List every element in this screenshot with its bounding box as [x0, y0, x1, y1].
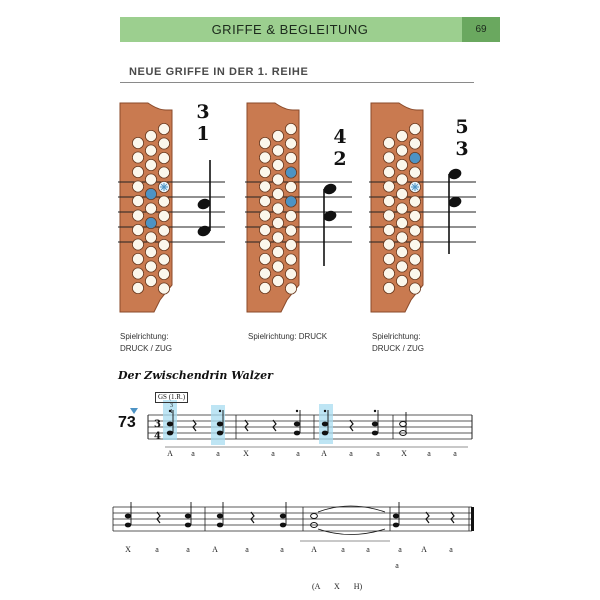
staff2-chord-notehead [217, 523, 223, 528]
grip-2-button [259, 268, 270, 279]
grip-1-button [158, 123, 169, 134]
grip-1-button [132, 268, 143, 279]
grip-2-active-button [285, 196, 296, 207]
staff1-chord-notehead [294, 431, 300, 436]
bass-letter-row2-11: A [421, 545, 427, 554]
grip-3-button [409, 123, 420, 134]
grip-3-button [396, 275, 407, 286]
time-signature-bottom: 4 [154, 431, 161, 442]
grip-2-top-number: 4 [333, 126, 347, 148]
grip-3-button [396, 203, 407, 214]
grip-1-button [158, 167, 169, 178]
grip-3-button [409, 254, 420, 265]
header-title: GRIFFE & BEGLEITUNG [211, 22, 369, 37]
bass-letter-row2-7: A [311, 545, 317, 554]
bass-letter-row2-10: a [398, 545, 402, 554]
grip-1-button [158, 225, 169, 236]
grip-3-button [396, 130, 407, 141]
grip-3-button [396, 188, 407, 199]
staff1-rest-4 [350, 420, 353, 431]
grip-1-button [158, 196, 169, 207]
grip-3-button [383, 166, 394, 177]
grip-1-button [132, 282, 143, 293]
staff2-chord-notehead [393, 514, 399, 519]
staff1-chord-notehead [372, 431, 378, 436]
grip-1-button [158, 239, 169, 250]
grip-2-button [259, 137, 270, 148]
grip-2-button [285, 210, 296, 221]
grip-1-button [145, 203, 156, 214]
bass-letter-row1-5: a [271, 449, 275, 458]
grip-2-button [285, 138, 296, 149]
grip-1-button [132, 195, 143, 206]
grip-1-button [145, 261, 156, 272]
grip-2-button [285, 181, 296, 192]
staff1-chord-notehead [217, 431, 223, 436]
grip-3-button [383, 137, 394, 148]
staff1-staccato [219, 410, 221, 412]
section-title: NEUE GRIFFE IN DER 1. REIHE [129, 66, 309, 78]
grip-1-caption [120, 331, 172, 355]
bass-letter-row1-6: a [296, 449, 300, 458]
staff1-chord-notehead [322, 431, 328, 436]
grip-1-button [145, 174, 156, 185]
bass-extra: a [395, 561, 399, 570]
bass-letter-row2-6: a [280, 545, 284, 554]
fingering-top: 3 [170, 403, 173, 409]
staff2-chord-notehead [280, 523, 286, 528]
staff1-staccato [324, 410, 326, 412]
grip-2-button [259, 239, 270, 250]
grip-3-button [383, 268, 394, 279]
grip-2-button [285, 254, 296, 265]
grip-3-caption [372, 331, 424, 355]
grip-3-top-number: 5 [455, 116, 469, 138]
grip-3-button [409, 239, 420, 250]
grip-3-button [383, 181, 394, 192]
grip-1-button [158, 152, 169, 163]
bass-letter-row2-1: X [125, 545, 131, 554]
grip-3-button [383, 253, 394, 264]
bass-letter-row1-4: X [243, 449, 249, 458]
grip-2-button [259, 181, 270, 192]
grip-2-button [272, 188, 283, 199]
grip-3-button [396, 159, 407, 170]
staff1-chord-notehead [217, 422, 223, 427]
grip-2-button [285, 152, 296, 163]
bass-letter-row1-2: a [191, 449, 195, 458]
grip-3-caption-line2: DRUCK / ZUG [372, 344, 424, 353]
grip-1-button [158, 283, 169, 294]
time-signature-top: 3 [154, 419, 161, 430]
fingering-bottom: 1 [170, 409, 173, 415]
staff1-rest-2 [245, 420, 248, 431]
bass-letter-row1-7: A [321, 449, 327, 458]
page-number: 69 [462, 17, 500, 42]
grip-2-button [259, 282, 270, 293]
grip-3-button [383, 195, 394, 206]
staff2-chord-notehead [125, 514, 131, 519]
bass-letter-row2-5: a [245, 545, 249, 554]
grip-3-button [396, 217, 407, 228]
bass-letter-row1-3: a [216, 449, 220, 458]
bass-letter-row1-1: A [167, 449, 173, 458]
grip-3-button [409, 138, 420, 149]
staff2-rest-1 [157, 512, 160, 523]
bass-letter-row2-2: a [155, 545, 159, 554]
grip-2-button [259, 253, 270, 264]
bass-letter-row2-3: a [186, 545, 190, 554]
grip-2-bottom-number: 2 [333, 148, 347, 170]
grip-3-button [383, 239, 394, 250]
bass-letter-row1-9: a [376, 449, 380, 458]
staff1-rest-3 [273, 420, 276, 431]
staff2-half-notehead [311, 514, 318, 519]
staff1-chord-notehead [372, 422, 378, 427]
grip-2-button [272, 217, 283, 228]
bass-letter-row2-8: a [341, 545, 345, 554]
grip-3-button [409, 268, 420, 279]
bass-letter-row2-9: a [366, 545, 370, 554]
grip-2-caption [248, 331, 327, 343]
grip-2-button [259, 210, 270, 221]
staff1-rest-1 [193, 420, 196, 431]
bass-letter-row1-8: a [349, 449, 353, 458]
grip-3-bottom-number: 3 [455, 138, 469, 160]
bass-letter-row2-4: A [212, 545, 218, 554]
grip-1-active-button [145, 188, 156, 199]
grip-2-button [272, 275, 283, 286]
bass-letter-row1-11: a [427, 449, 431, 458]
grip-1-button [145, 275, 156, 286]
grip-box-label: GS (1.R.) [155, 392, 188, 403]
bass-letter-row1-10: X [401, 449, 407, 458]
grip-3-button [383, 282, 394, 293]
grip-1-button [145, 246, 156, 257]
grip-3-button [396, 174, 407, 185]
piece-title: Der Zwischendrin Walzer [118, 369, 273, 382]
grip-1-button [145, 232, 156, 243]
staff1-half-notehead [400, 422, 407, 427]
grip-1-button [145, 159, 156, 170]
grip-1-button [145, 145, 156, 156]
staff1-staccato [296, 410, 298, 412]
grip-3-button [409, 196, 420, 207]
grip-1-button [132, 152, 143, 163]
staff2-chord-notehead [280, 514, 286, 519]
grip-3-button [383, 210, 394, 221]
grip-3-button [409, 283, 420, 294]
grip-1-button [132, 210, 143, 221]
staff2-final-barline [471, 507, 474, 531]
grip-2-button [259, 166, 270, 177]
grip-2-button [272, 174, 283, 185]
staff2-rest-3 [426, 512, 429, 523]
grip-3-button [396, 145, 407, 156]
staff2-chord-notehead [393, 523, 399, 528]
grip-2-button [272, 203, 283, 214]
staff2-tie-bottom [318, 529, 385, 535]
grip-2-button [272, 232, 283, 243]
grip-2-button [285, 239, 296, 250]
grip-1-button [132, 224, 143, 235]
grip-2-button [272, 261, 283, 272]
staff1-chord-notehead [167, 431, 173, 436]
staff2-chord-notehead [185, 523, 191, 528]
grip-3-button [409, 225, 420, 236]
grip-3-button [396, 246, 407, 257]
bass-letter-row2-12: a [449, 545, 453, 554]
grip-1-caption-line1: Spielrichtung: [120, 332, 169, 341]
bass-parenthetical: (A X H) [312, 582, 363, 591]
grip-1-active-button [145, 217, 156, 228]
grip-2-active-button [285, 167, 296, 178]
grip-3-button [409, 167, 420, 178]
staff1-chord-notehead [294, 422, 300, 427]
staff2-chord-notehead [185, 514, 191, 519]
grip-1-bottom-number: 1 [196, 123, 210, 145]
staff1-chord-notehead [322, 422, 328, 427]
grip-1-button [158, 138, 169, 149]
grip-1-button [132, 239, 143, 250]
grip-2-button [285, 268, 296, 279]
grip-2-button [272, 130, 283, 141]
grip-3-button [409, 210, 420, 221]
grip-1-button [158, 268, 169, 279]
grip-3-button [383, 224, 394, 235]
grip-3-button [383, 152, 394, 163]
bass-letter-row1-12: a [453, 449, 457, 458]
grip-2-button [285, 123, 296, 134]
grip-1-button [132, 137, 143, 148]
grip-2-button [272, 246, 283, 257]
staff2-rest-4 [451, 512, 454, 523]
grip-2-button [285, 225, 296, 236]
grip-1-caption-line2: DRUCK / ZUG [120, 344, 172, 353]
grip-1-button [158, 210, 169, 221]
staff1-staccato [374, 410, 376, 412]
staff2-chord-notehead [125, 523, 131, 528]
grip-2-caption-line1: Spielrichtung: DRUCK [248, 332, 328, 341]
staff1-chord-notehead [167, 422, 173, 427]
grip-2-button [285, 283, 296, 294]
grip-3-active-button [409, 152, 420, 163]
staff2-chord-notehead [217, 514, 223, 519]
grip-1-button [132, 253, 143, 264]
grip-1-button [158, 254, 169, 265]
staff2-rest-2 [251, 512, 254, 523]
grip-2-button [272, 145, 283, 156]
grip-2-button [259, 152, 270, 163]
grip-2-button [259, 224, 270, 235]
measure-number: 73 [118, 414, 136, 431]
grip-1-button [132, 166, 143, 177]
grip-2-button [272, 159, 283, 170]
grip-2-button [259, 195, 270, 206]
grip-3-button [396, 232, 407, 243]
grip-1-top-number: 3 [196, 101, 210, 123]
grip-3-button [396, 261, 407, 272]
grip-1-button [132, 181, 143, 192]
grip-1-button [145, 130, 156, 141]
grip-3-caption-line1: Spielrichtung: [372, 332, 421, 341]
